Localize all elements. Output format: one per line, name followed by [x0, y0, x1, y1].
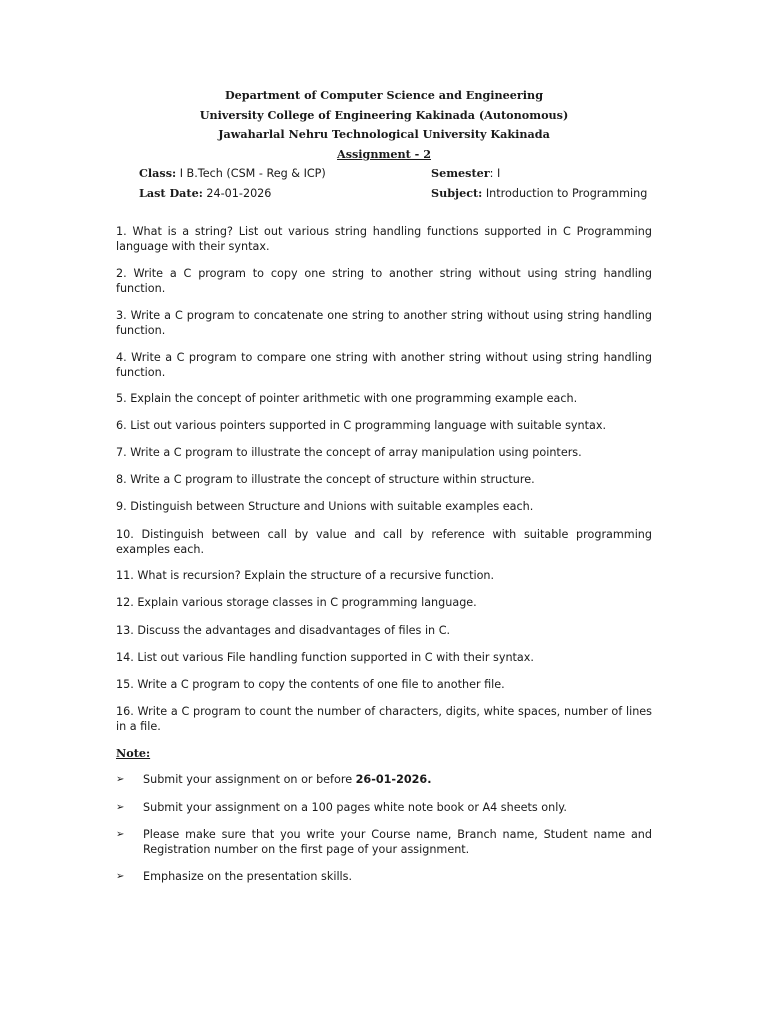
subject-field	[431, 186, 647, 201]
note-item-text: Submit your assignment on or before	[143, 773, 356, 786]
question-9: 9. Distinguish between Structure and Unions with suitable examples each.	[116, 500, 534, 513]
last-date-field	[139, 186, 271, 201]
question-3: 3. Write a C program to concatenate one string to another string without using string handling function.	[116, 309, 652, 337]
question-6: 6. List out various pointers supported in C programming language with suitable syntax.	[116, 419, 607, 432]
last-date-label: Last Date:	[139, 186, 203, 200]
semester-value: : I	[489, 167, 501, 180]
question-1: 1. What is a string? List out various string handling functions supported in C Programming language with their syntax.	[116, 225, 652, 253]
subject-value: Introduction to Programming	[482, 187, 648, 200]
arrow-bullet-icon: ➢	[116, 774, 125, 785]
note-heading: Note:	[116, 746, 151, 760]
question-2: 2. Write a C program to copy one string to another string without using string handling function.	[116, 267, 652, 295]
question-15: 15. Write a C program to copy the contents of one file to another file.	[116, 678, 505, 691]
question-10: 10. Distinguish between call by value and call by reference with suitable programming examples each.	[116, 528, 652, 556]
university-title: Jawaharlal Nehru Technological University Kakinada	[218, 127, 550, 141]
last-date-value: 24-01-2026	[202, 187, 272, 200]
question-12: 12. Explain various storage classes in C programming language.	[116, 596, 477, 609]
class-field	[139, 166, 326, 181]
question-16: 16. Write a C program to count the number of characters, digits, white spaces, number of lines in a file.	[116, 705, 652, 733]
assignment-title: Assignment - 2	[337, 147, 431, 161]
semester-field	[431, 166, 500, 181]
question-7: 7. Write a C program to illustrate the concept of array manipulation using pointers.	[116, 446, 582, 459]
subject-label: Subject:	[431, 186, 483, 200]
arrow-bullet-icon: ➢	[116, 829, 125, 840]
question-5: 5. Explain the concept of pointer arithmetic with one programming example each.	[116, 392, 578, 405]
question-13: 13. Discuss the advantages and disadvantages of files in C.	[116, 624, 451, 637]
semester-label: Semester	[431, 166, 490, 180]
class-value: I B.Tech (CSM - Reg & ICP)	[176, 167, 326, 180]
note-item-text: Please make sure that you write your Course name, Branch name, Student name and Registration number on the first page of your assignment.	[143, 828, 652, 856]
department-title: Department of Computer Science and Engineering	[224, 88, 544, 102]
note-item-text: Submit your assignment on a 100 pages white note book or A4 sheets only.	[143, 801, 567, 814]
question-14: 14. List out various File handling function supported in C with their syntax.	[116, 651, 534, 664]
class-label: Class:	[139, 166, 177, 180]
note-item-text: Emphasize on the presentation skills.	[143, 870, 353, 883]
college-title: University College of Engineering Kakinada (Autonomous)	[199, 108, 569, 122]
arrow-bullet-icon: ➢	[116, 871, 125, 882]
submission-date: 26-01-2026.	[355, 773, 432, 786]
question-8: 8. Write a C program to illustrate the concept of structure within structure.	[116, 473, 535, 486]
question-4: 4. Write a C program to compare one string with another string without using string handling function.	[116, 351, 652, 379]
question-11: 11. What is recursion? Explain the structure of a recursive function.	[116, 569, 495, 582]
arrow-bullet-icon: ➢	[116, 802, 125, 813]
